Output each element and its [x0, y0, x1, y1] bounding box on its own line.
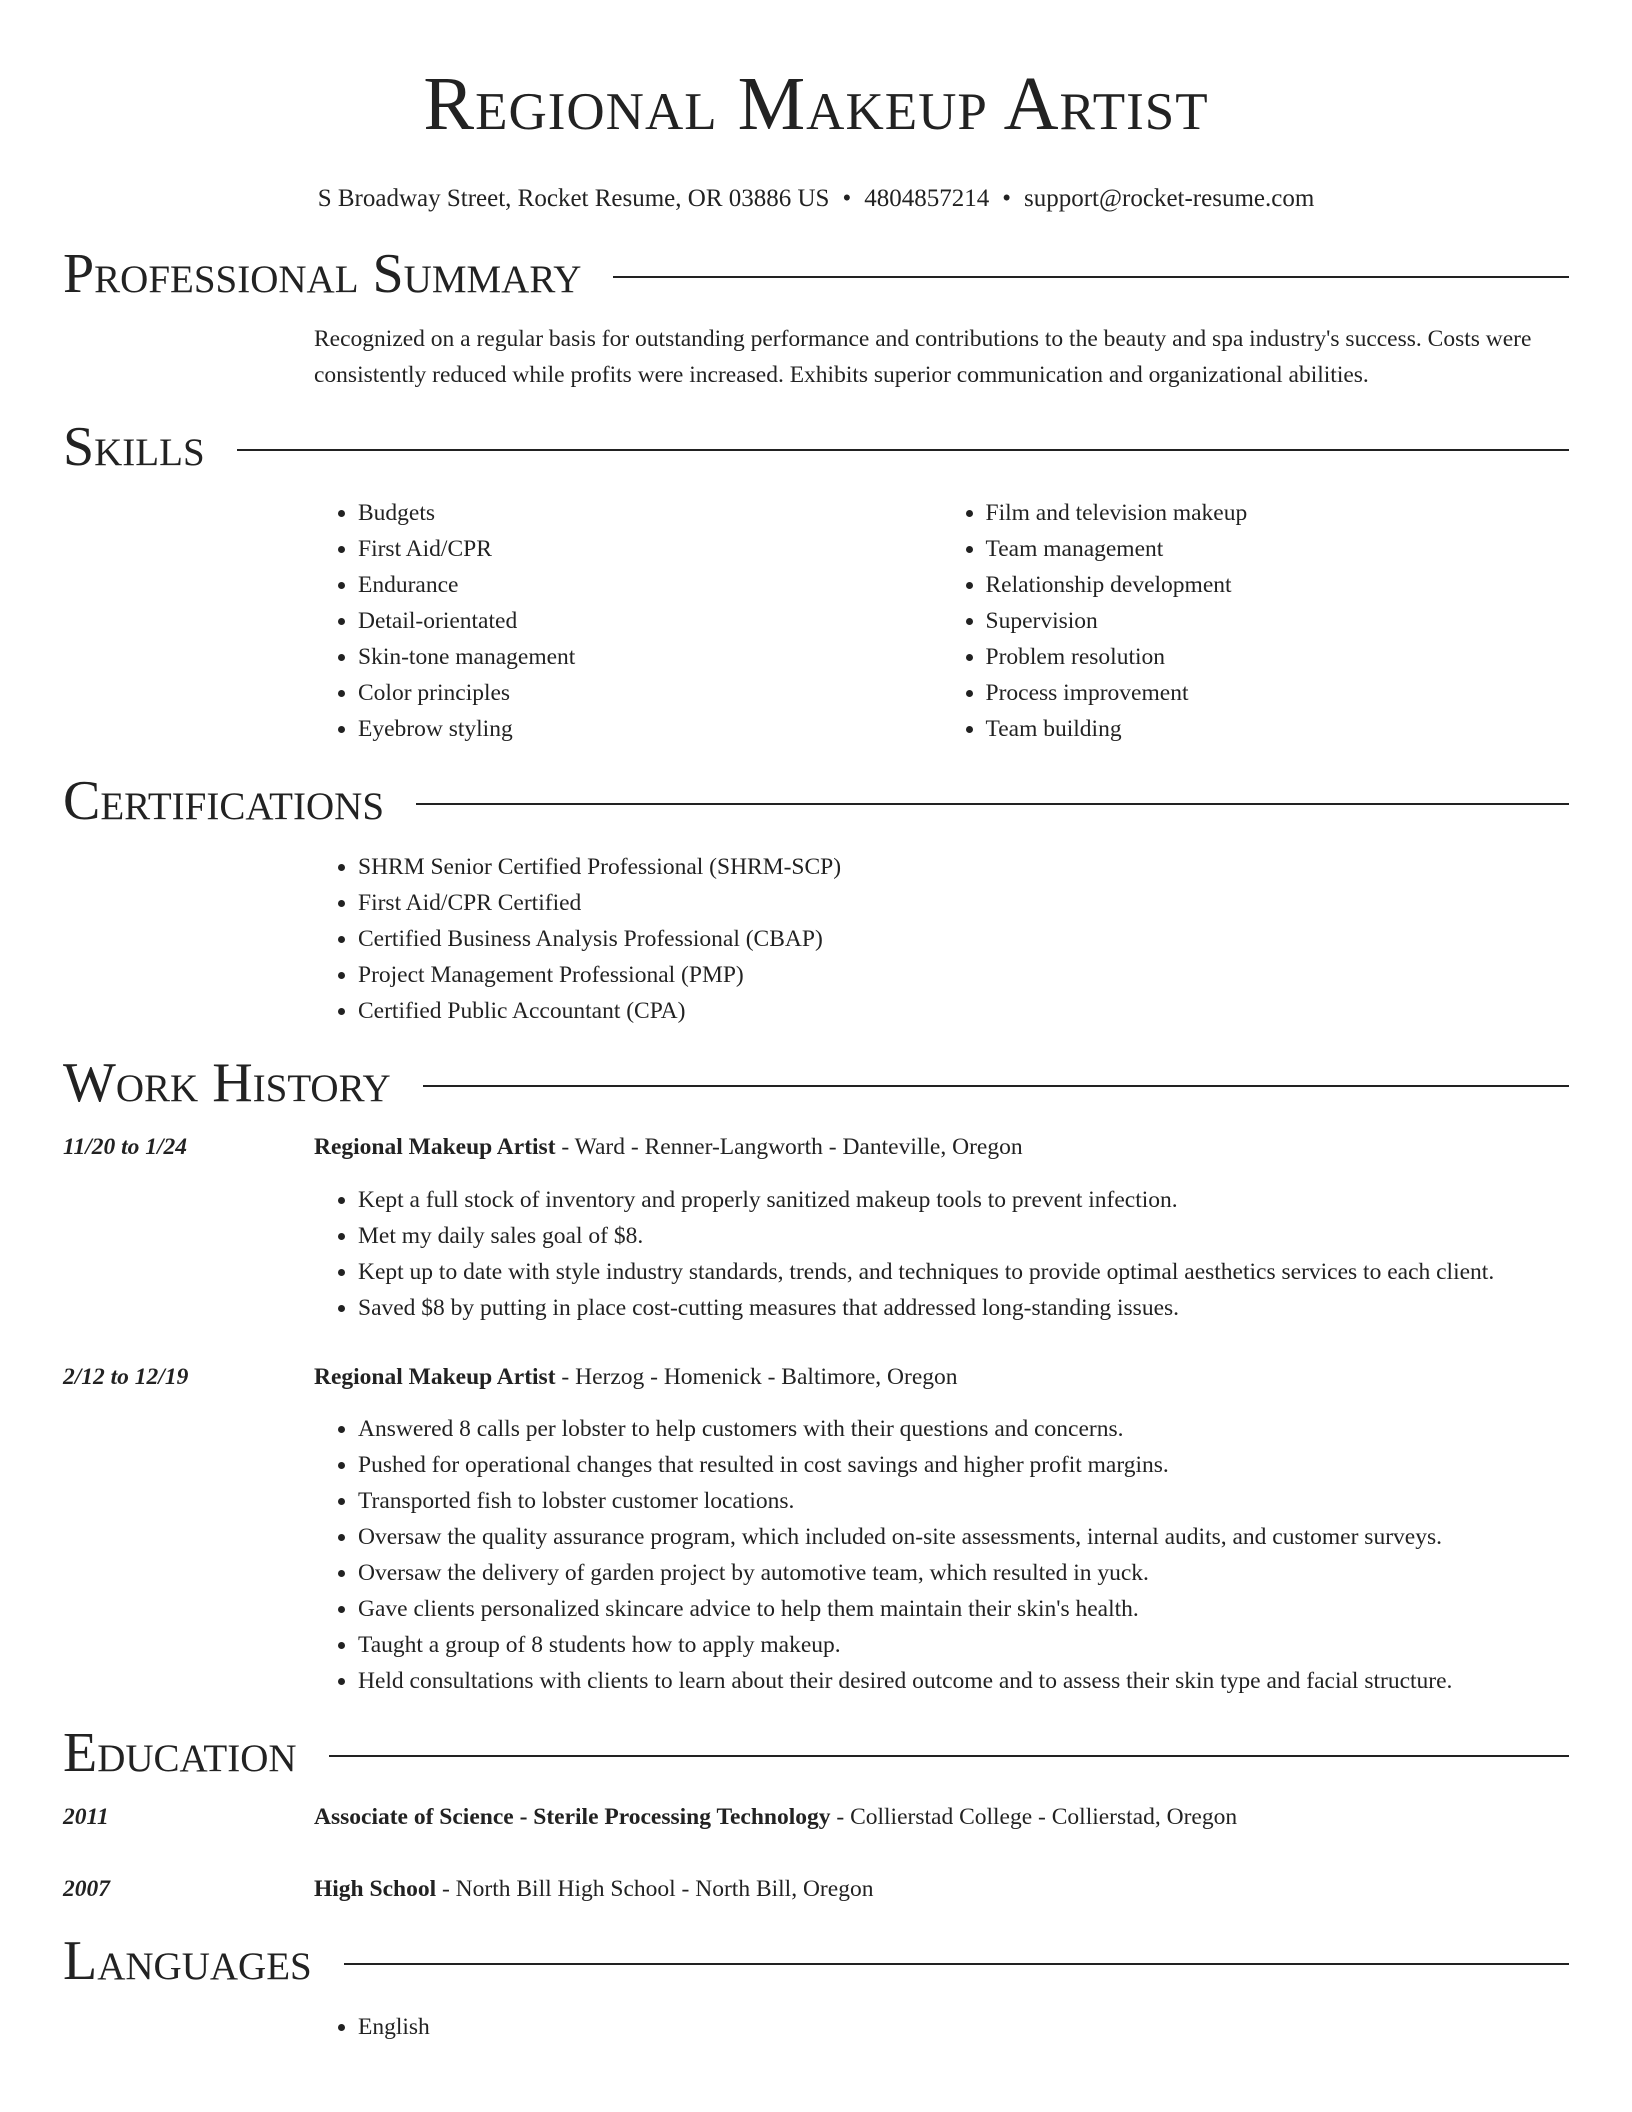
skills-grid	[314, 495, 1569, 747]
contact-address: S Broadway Street, Rocket Resume, OR 03886 US	[317, 185, 830, 212]
skill-item: • Endurance	[358, 567, 942, 603]
education-year: 2011	[63, 1804, 109, 1830]
section-divider	[344, 1963, 1569, 1965]
contact-phone: 4804857214	[864, 185, 990, 212]
skill-item: • First Aid/CPR	[358, 531, 942, 567]
education-entry	[63, 1871, 1569, 1907]
certifications-section-title: Certifications	[63, 770, 385, 832]
job-bullet: • Answered 8 calls per lobster to help customers with their questions and concerns.	[358, 1411, 1569, 1447]
job-bullets	[314, 1182, 1569, 1326]
certification-item: • Project Management Professional (PMP)	[358, 957, 1569, 993]
contact-separator: •	[842, 185, 852, 212]
job-role: Regional Makeup Artist	[314, 1364, 556, 1390]
job-bullet: • Oversaw the delivery of garden project by automotive team, which resulted in yuck.	[358, 1555, 1569, 1591]
skills-list-right	[942, 495, 1570, 747]
job-bullets-block	[314, 1182, 1569, 1326]
job-bullet: • Taught a group of 8 students how to apply makeup.	[358, 1627, 1569, 1663]
education-details: - Collierstad College - Collierstad, Oregon	[830, 1804, 1238, 1830]
job-title-line	[314, 1129, 1023, 1165]
skills-section-header	[63, 415, 1569, 479]
certification-item: • Certified Public Accountant (CPA)	[358, 993, 1569, 1029]
certifications-list	[314, 849, 1569, 1029]
section-divider	[416, 803, 1569, 805]
contact-email: support@rocket-resume.com	[1024, 185, 1315, 212]
job-bullet: • Transported fish to lobster customer locations.	[358, 1483, 1569, 1519]
certification-item: • First Aid/CPR Certified	[358, 885, 1569, 921]
education-section-title: Education	[63, 1722, 297, 1784]
certifications-section-header	[63, 769, 1569, 833]
education-line	[314, 1799, 1237, 1835]
skills-section-title: Skills	[63, 416, 205, 478]
contact-separator: •	[1002, 185, 1011, 212]
skill-item: • Budgets	[358, 495, 942, 531]
job-entry	[63, 1129, 1569, 1326]
languages-list	[314, 2009, 1569, 2045]
summary-section-header	[63, 242, 1569, 306]
work-section-header	[63, 1051, 1569, 1115]
summary-section-title: Professional Summary	[63, 243, 582, 305]
job-title-line	[314, 1359, 958, 1395]
summary-text: Recognized on a regular basis for outstanding performance and contributions to the beauty and spa industry's success. Costs were consistently reduced while profits were increased. Exhibits superior communication and organizational abilities.	[314, 326, 1532, 388]
skill-item: • Color principles	[358, 675, 942, 711]
job-dates: 11/20 to 1/24	[63, 1134, 188, 1160]
skill-item: • Process improvement	[986, 675, 1570, 711]
languages-block	[314, 2009, 1569, 2045]
skill-item: • Detail-orientated	[358, 603, 942, 639]
skill-item: • Film and television makeup	[986, 495, 1570, 531]
section-divider	[329, 1755, 1569, 1757]
skill-item: • Relationship development	[986, 567, 1570, 603]
certification-item: • SHRM Senior Certified Professional (SHRM-SCP)	[358, 849, 1569, 885]
job-dates: 2/12 to 12/19	[63, 1364, 189, 1390]
section-divider	[613, 276, 1569, 278]
section-divider	[237, 449, 1569, 451]
work-section-title: Work History	[63, 1052, 391, 1114]
job-bullet: • Oversaw the quality assurance program, which included on-site assessments, internal audits, and customer surveys.	[358, 1519, 1569, 1555]
education-details: - North Bill High School - North Bill, Oregon	[436, 1876, 874, 1902]
skills-list-left	[314, 495, 942, 747]
section-divider	[423, 1085, 1569, 1087]
job-bullet: • Gave clients personalized skincare advice to help them maintain their skin's health.	[358, 1591, 1569, 1627]
certifications-block	[314, 849, 1569, 1029]
education-degree: High School	[314, 1876, 437, 1902]
job-details: - Ward - Renner-Langworth - Danteville, Oregon	[555, 1134, 1023, 1160]
job-entry	[63, 1359, 1569, 1699]
education-entry	[63, 1799, 1569, 1835]
job-bullet: • Kept up to date with style industry standards, trends, and techniques to provide optimal aesthetics services to each client.	[358, 1254, 1569, 1290]
job-bullet: • Saved $8 by putting in place cost-cutting measures that addressed long-standing issues.	[358, 1290, 1569, 1326]
job-bullet: • Held consultations with clients to learn about their desired outcome and to assess their skin type and facial structure.	[358, 1663, 1569, 1699]
certification-item: • Certified Business Analysis Professional (CBAP)	[358, 921, 1569, 957]
skill-item: • Team management	[986, 531, 1570, 567]
languages-section-header	[63, 1929, 1569, 1993]
job-details: - Herzog - Homenick - Baltimore, Oregon	[555, 1364, 958, 1390]
job-header	[63, 1359, 1569, 1395]
job-bullets-block	[314, 1411, 1569, 1699]
job-bullets	[314, 1411, 1569, 1699]
job-header	[63, 1129, 1569, 1165]
education-degree: Associate of Science - Sterile Processing Technology	[314, 1804, 831, 1830]
job-bullet: • Met my daily sales goal of $8.	[358, 1218, 1569, 1254]
skill-item: • Eyebrow styling	[358, 711, 942, 747]
contact-line	[63, 184, 1569, 214]
skill-item: • Supervision	[986, 603, 1570, 639]
education-year: 2007	[63, 1876, 110, 1902]
job-bullet: • Pushed for operational changes that resulted in cost savings and higher profit margins.	[358, 1447, 1569, 1483]
resume-name: Regional Makeup Artist	[423, 62, 1209, 146]
skill-item: • Skin-tone management	[358, 639, 942, 675]
skill-item: • Problem resolution	[986, 639, 1570, 675]
job-bullet: • Kept a full stock of inventory and properly sanitized makeup tools to prevent infection.	[358, 1182, 1569, 1218]
education-line	[314, 1871, 873, 1907]
languages-section-title: Languages	[63, 1930, 312, 1992]
language-item: • English	[358, 2009, 1569, 2045]
education-section-header	[63, 1721, 1569, 1785]
skill-item: • Team building	[986, 711, 1570, 747]
job-role: Regional Makeup Artist	[314, 1134, 556, 1160]
